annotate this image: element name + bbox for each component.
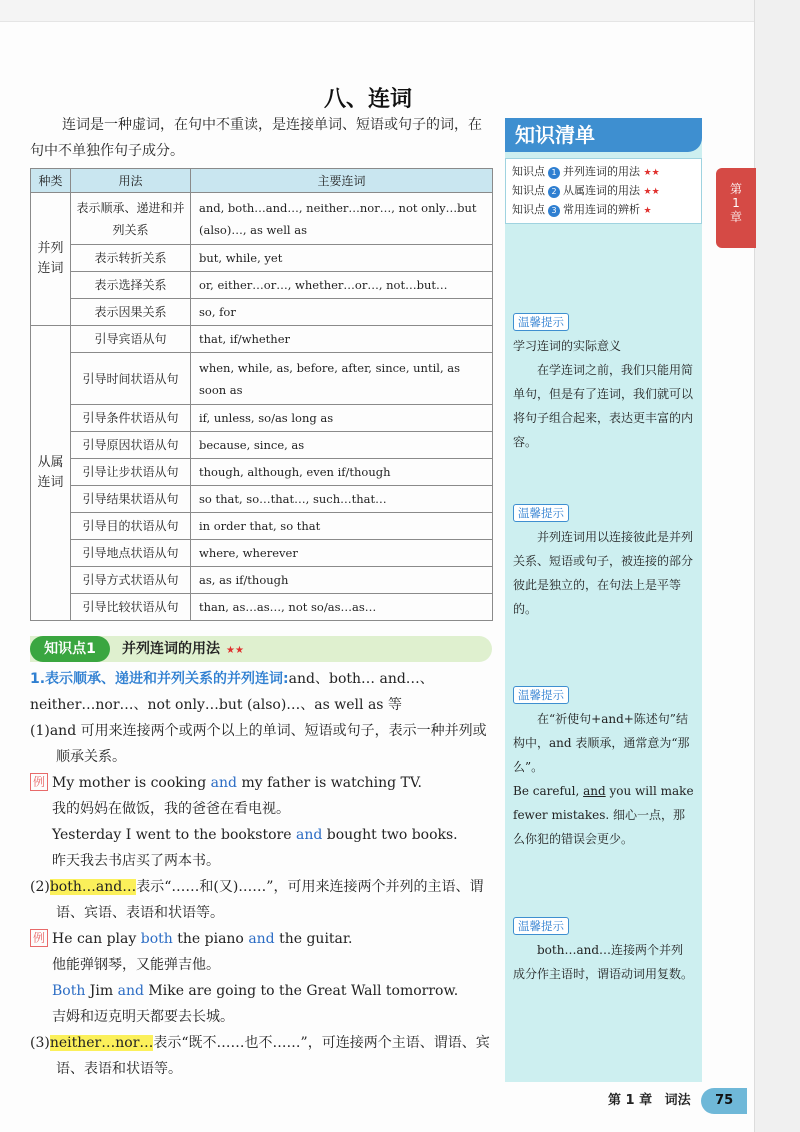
example-1a-translation: 我的妈妈在做饭，我的爸爸在看电视。 — [52, 801, 290, 817]
header-words: 主要连词 — [191, 169, 493, 193]
tip-example — [513, 779, 695, 851]
highlight-word: and — [210, 775, 237, 791]
header-category: 种类 — [31, 169, 71, 193]
footer-chapter: 第 1 章 — [608, 1093, 653, 1108]
highlight-word: both — [140, 931, 173, 947]
knowledge-point-body — [30, 666, 496, 1082]
table-row — [31, 245, 493, 272]
tip-text: 在“祈使句+and+陈述句”结构中，and 表顺承，通常意为“那么”。 — [513, 712, 690, 774]
star-icon: ★★ — [226, 645, 244, 656]
words-cell: that, if/whether — [191, 326, 493, 353]
point-text: 表示“既不……也不……”，可连接两个主语、谓语、宾语、表语和状语等。 — [56, 1035, 490, 1077]
example-text: bought two books. — [322, 827, 458, 843]
usage-cell: 引导宾语从句 — [71, 326, 191, 353]
number-badge-icon: 1 — [548, 167, 560, 179]
category-cell: 从属连词 — [31, 326, 71, 621]
tip-example-text: Be careful, — [513, 784, 584, 798]
tip-box — [513, 683, 695, 851]
words-cell: if, unless, so/as long as — [191, 405, 493, 432]
conjunction-table — [30, 168, 493, 621]
usage-cell: 引导目的状语从句 — [71, 513, 191, 540]
tip-subtitle: 学习连词的实际意义 — [513, 339, 622, 353]
top-strip — [0, 0, 800, 22]
table-row — [31, 540, 493, 567]
table-row — [31, 193, 493, 245]
highlight-word: and — [117, 983, 144, 999]
words-cell: in order that, so that — [191, 513, 493, 540]
highlight-term: both…and… — [49, 879, 137, 895]
page-footer — [608, 1088, 747, 1114]
item-prefix: 知识点 — [512, 203, 545, 216]
section-heading: 1.表示顺承、递进和并列关系的并列连词: — [30, 671, 289, 687]
example-icon: 例 — [30, 929, 48, 947]
page-edge — [754, 0, 800, 1132]
usage-cell: 引导比较状语从句 — [71, 594, 191, 621]
usage-cell: 引导方式状语从句 — [71, 567, 191, 594]
words-cell: or, either…or…, whether…or…, not…but… — [191, 272, 493, 299]
category-cell: 并列连词 — [31, 193, 71, 326]
example-1a — [30, 770, 496, 796]
words-cell: so that, so…that…, such…that… — [191, 486, 493, 513]
item-prefix: 知识点 — [512, 184, 545, 197]
item-prefix: 知识点 — [512, 165, 545, 178]
tip-example-word: and — [583, 784, 606, 798]
example-text: He can play — [52, 931, 141, 947]
star-icon: ★ — [643, 206, 652, 216]
point-3 — [30, 1030, 496, 1082]
table-row — [31, 594, 493, 621]
example-text: Jim — [85, 983, 118, 999]
knowledge-point-tag: 知识点1 — [30, 636, 110, 662]
knowledge-point-banner — [30, 636, 492, 662]
words-cell: when, while, as, before, after, since, until, as soon as — [191, 353, 493, 405]
table-row — [31, 459, 493, 486]
tip-label: 温馨提示 — [513, 686, 569, 704]
knowledge-list-item[interactable] — [512, 163, 695, 182]
words-cell: though, although, even if/though — [191, 459, 493, 486]
number-badge-icon: 2 — [548, 186, 560, 198]
knowledge-list-item[interactable] — [512, 182, 695, 201]
words-cell: as, as if/though — [191, 567, 493, 594]
knowledge-list — [505, 158, 702, 224]
usage-cell: 表示顺承、递进和并列关系 — [71, 193, 191, 245]
highlight-term: neither…nor… — [49, 1035, 154, 1051]
tip-box — [513, 310, 695, 454]
example-text: Yesterday I went to the bookstore — [52, 827, 296, 843]
example-text: My mother is cooking — [52, 775, 211, 791]
chapter-tab[interactable]: 第1章 — [716, 168, 756, 248]
highlight-word: Both — [52, 983, 86, 999]
words-cell: but, while, yet — [191, 245, 493, 272]
usage-cell: 引导条件状语从句 — [71, 405, 191, 432]
point-1: (1)and 可用来连接两个或两个以上的单词、短语或句子，表示一种并列或顺承关系。 — [30, 723, 487, 765]
intro-text: 连词是一种虚词，在句中不重读，是连接单词、短语或句子的词，在句中不单独作句子成分。 — [30, 117, 482, 159]
usage-cell: 引导让步状语从句 — [71, 459, 191, 486]
header-usage: 用法 — [71, 169, 191, 193]
number-badge-icon: 3 — [548, 205, 560, 217]
table-row — [31, 299, 493, 326]
example-2b-translation: 吉姆和迈克明天都要去长城。 — [52, 1009, 234, 1025]
table-row — [31, 353, 493, 405]
table-row — [31, 513, 493, 540]
knowledge-list-item[interactable] — [512, 201, 695, 220]
tip-text: both…and…连接两个并列成分作主语时，谓语动词用复数。 — [513, 943, 694, 981]
table-row — [31, 567, 493, 594]
highlight-word: and — [248, 931, 275, 947]
tip-label: 温馨提示 — [513, 504, 569, 522]
page-title: 八、连词 — [323, 87, 412, 112]
example-1b — [30, 822, 496, 848]
words-cell: than, as…as…, not so/as…as… — [191, 594, 493, 621]
tip-box — [513, 914, 695, 986]
star-icon: ★★ — [643, 168, 660, 178]
item-label: 从属连词的用法 — [563, 184, 640, 197]
item-label: 并列连词的用法 — [563, 165, 640, 178]
tip-example-text: you will make fewer mistakes. 细心一点，那么你犯的错误会更少。 — [513, 784, 694, 846]
point-number: (3) — [30, 1035, 50, 1051]
point-text: 表示“……和(又)……”，可用来连接两个并列的主语、谓语、宾语、表语和状语等。 — [56, 879, 484, 921]
example-2b — [30, 978, 496, 1004]
usage-cell: 引导原因状语从句 — [71, 432, 191, 459]
sidebar — [505, 118, 702, 1082]
kp-title-text: 并列连词的用法 — [122, 641, 220, 657]
point-number: (2) — [30, 879, 50, 895]
words-cell: because, since, as — [191, 432, 493, 459]
words-cell: so, for — [191, 299, 493, 326]
point-2 — [30, 874, 496, 926]
sidebar-title: 知识清单 — [505, 118, 702, 152]
example-1b-translation: 昨天我去书店买了两本书。 — [52, 853, 220, 869]
table-row — [31, 326, 493, 353]
example-icon: 例 — [30, 773, 48, 791]
heading-words: and、both… and…、neither…nor…、not only…but (also)…、as well as 等 — [30, 671, 434, 713]
usage-cell: 引导时间状语从句 — [71, 353, 191, 405]
table-row — [31, 432, 493, 459]
example-text: the guitar. — [274, 931, 353, 947]
footer-section: 词法 — [664, 1093, 691, 1108]
page-number: 75 — [701, 1088, 747, 1114]
tip-label: 温馨提示 — [513, 917, 569, 935]
usage-cell: 表示选择关系 — [71, 272, 191, 299]
tip-text: 并列连词用以连接彼此是并列关系、短语或句子，被连接的部分彼此是独立的，在句法上是平等的。 — [513, 530, 694, 616]
usage-cell: 引导结果状语从句 — [71, 486, 191, 513]
words-cell: where, wherever — [191, 540, 493, 567]
item-label: 常用连词的辨析 — [563, 203, 640, 216]
words-cell: and, both…and…, neither…nor…, not only…but (also)…, as well as — [191, 193, 493, 245]
example-text: the piano — [172, 931, 249, 947]
usage-cell: 表示转折关系 — [71, 245, 191, 272]
highlight-word: and — [295, 827, 323, 843]
example-text: my father is watching TV. — [237, 775, 422, 791]
star-icon: ★★ — [643, 187, 660, 197]
tip-label: 温馨提示 — [513, 313, 569, 331]
example-text: Mike are going to the Great Wall tomorrow. — [143, 983, 459, 999]
tip-box — [513, 501, 695, 621]
example-2a — [30, 926, 496, 952]
table-row — [31, 272, 493, 299]
usage-cell: 表示因果关系 — [71, 299, 191, 326]
tip-text: 在学连词之前，我们只能用简单句，但是有了连词，我们就可以将句子组合起来，表达更丰富的内容。 — [513, 363, 694, 449]
knowledge-point-title — [122, 636, 244, 664]
table-row — [31, 486, 493, 513]
table-row — [31, 405, 493, 432]
example-2a-translation: 他能弹钢琴，又能弹吉他。 — [52, 957, 220, 973]
usage-cell: 引导地点状语从句 — [71, 540, 191, 567]
